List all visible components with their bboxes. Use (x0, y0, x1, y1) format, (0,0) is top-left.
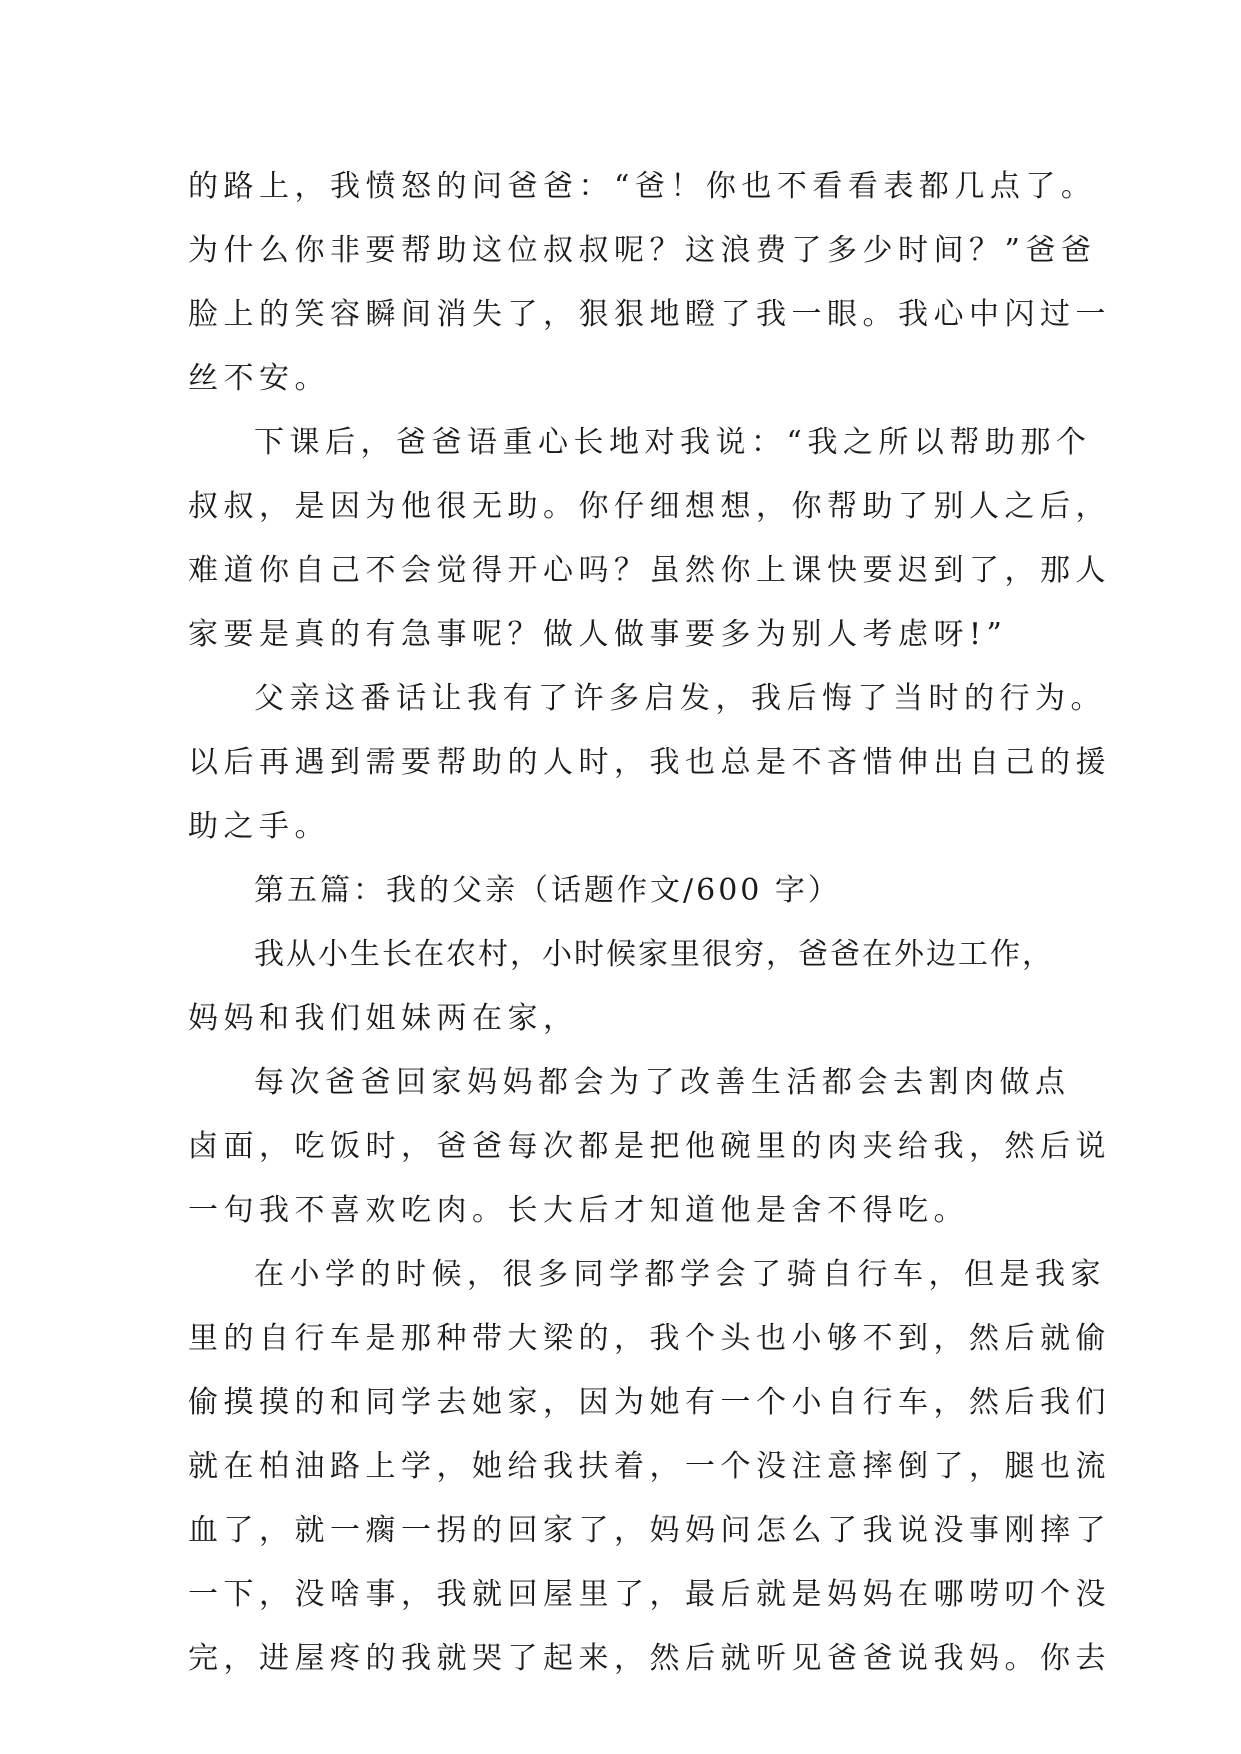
paragraph-first-line: 父亲这番话让我有了许多启发，我后悔了当时的行为。 (254, 681, 1106, 716)
text-line: 一句我不喜欢吃肉。长大后才知道他是舍不得吃。 (188, 1193, 969, 1228)
paragraph-first-line: 我从小生长在农村，小时候家里很穷，爸爸在外边工作， (254, 937, 1054, 972)
text-line: 偷摸摸的和同学去她家，因为她有一个小自行车，然后我们 (188, 1385, 1111, 1420)
text-line: 完，进屋疼的我就哭了起来，然后就听见爸爸说我妈。你去 (188, 1641, 1111, 1676)
document-body (188, 155, 1111, 1691)
text-line: 就在柏油路上学，她给我扶着，一个没注意摔倒了，腿也流 (188, 1449, 1111, 1484)
text-line: 丝不安。 (188, 361, 330, 396)
text-line: 助之手。 (188, 809, 330, 844)
section-heading: 第五篇：我的父亲（话题作文/600 字） (254, 873, 841, 908)
text-line: 里的自行车是那种带大梁的，我个头也小够不到，然后就偷 (188, 1321, 1111, 1356)
text-line: 以后再遇到需要帮助的人时，我也总是不吝惜伸出自己的援 (188, 745, 1111, 780)
text-line: 家要是真的有急事呢？做人做事要多为别人考虑呀!” (188, 617, 1008, 652)
text-line: 妈妈和我们姐妹两在家， (188, 1001, 579, 1036)
paragraph-first-line: 在小学的时候，很多同学都学会了骑自行车，但是我家 (254, 1257, 1106, 1292)
paragraph-first-line: 下课后，爸爸语重心长地对我说：“我之所以帮助那个 (254, 425, 1092, 460)
text-line: 脸上的笑容瞬间消失了，狠狠地瞪了我一眼。我心中闪过一 (188, 297, 1111, 332)
text-line: 难道你自己不会觉得开心吗？虽然你上课快要迟到了，那人 (188, 553, 1111, 588)
text-line: 卤面，吃饭时，爸爸每次都是把他碗里的肉夹给我，然后说 (188, 1129, 1111, 1164)
paragraph-first-line: 每次爸爸回家妈妈都会为了改善生活都会去割肉做点 (254, 1065, 1071, 1100)
text-line: 血了，就一瘸一拐的回家了，妈妈问怎么了我说没事刚摔了 (188, 1513, 1111, 1548)
text-line: 的路上，我愤怒的问爸爸：“爸！你也不看看表都几点了。 (188, 169, 1097, 204)
text-line: 叔叔，是因为他很无助。你仔细想想，你帮助了别人之后， (188, 489, 1111, 524)
text-line: 一下，没啥事，我就回屋里了，最后就是妈妈在哪唠叨个没 (188, 1577, 1111, 1612)
text-line: 为什么你非要帮助这位叔叔呢？这浪费了多少时间？”爸爸 (188, 233, 1097, 268)
